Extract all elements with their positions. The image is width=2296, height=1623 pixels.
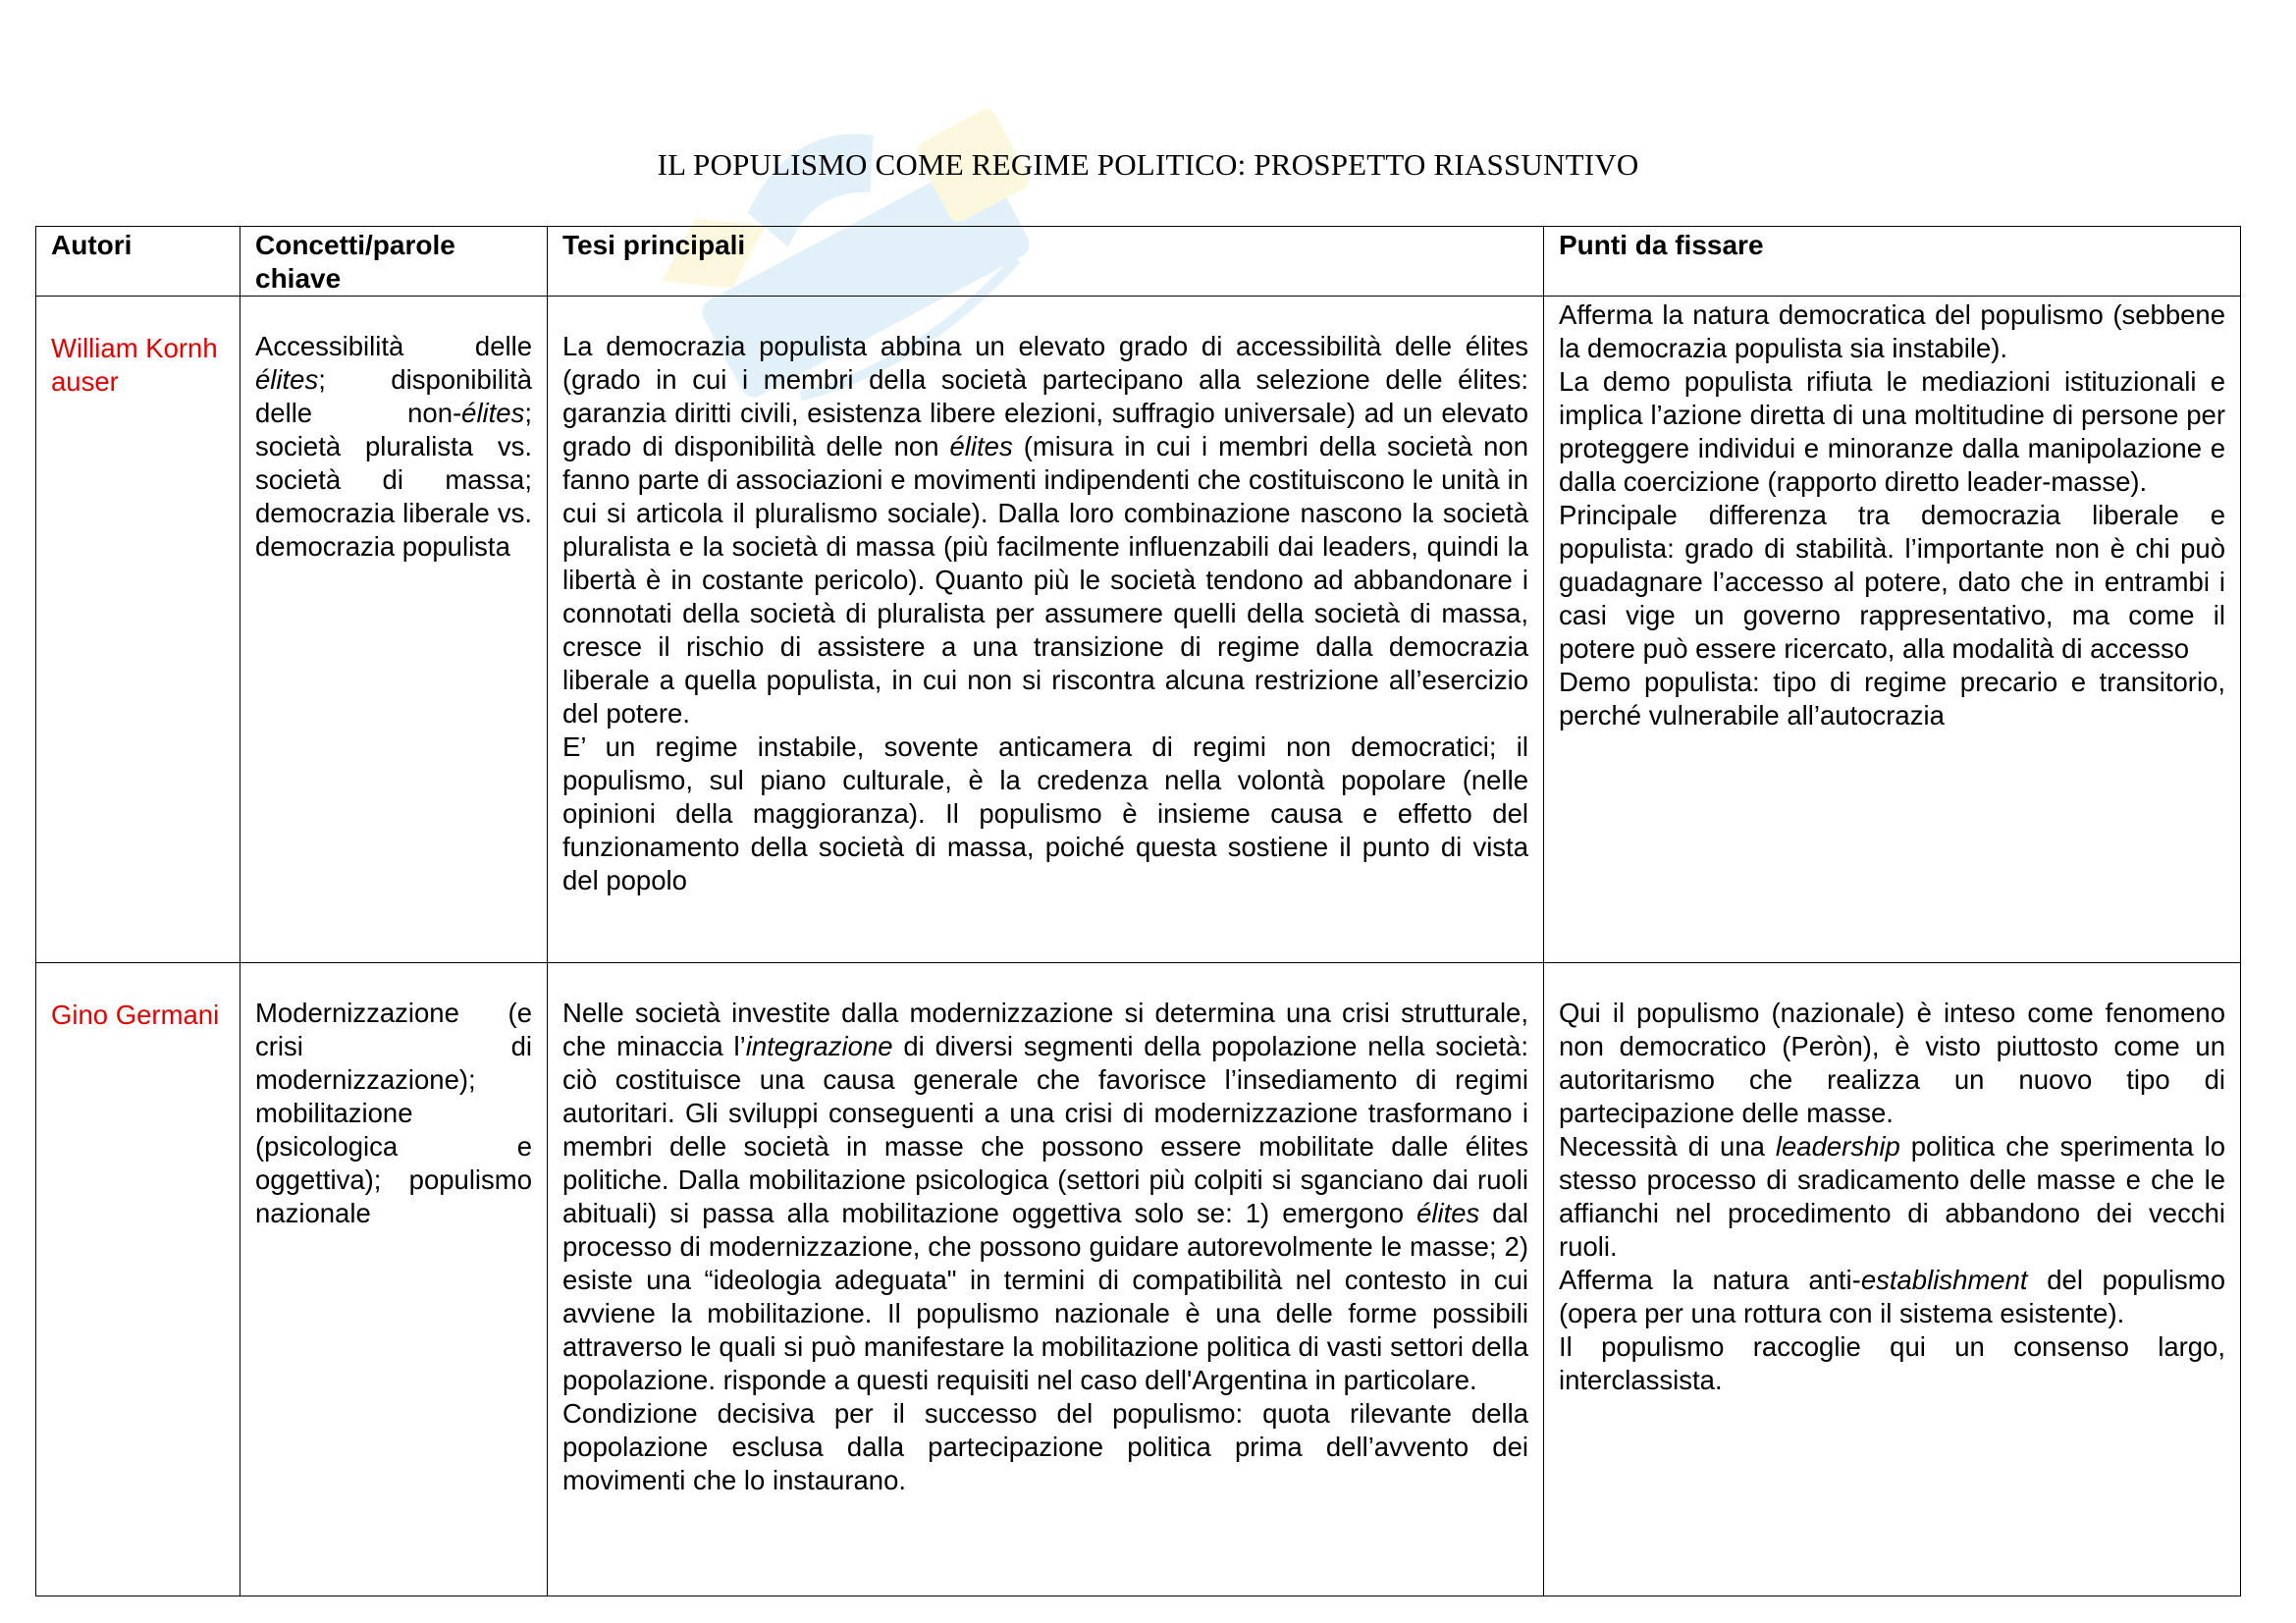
header-keywords: Concetti/parole chiave [240,227,548,297]
header-thesis: Tesi principali [548,227,1544,297]
summary-table [35,226,2241,1596]
header-authors: Autori [36,227,240,297]
page-title: IL POPULISMO COME REGIME POLITICO: PROSPETTO RIASSUNTIVO [657,147,1639,182]
thesis-cell: Nelle società investite dalla modernizzazione si determina una crisi strutturale, che minaccia l’integrazione di diversi segmenti della popolazione nella società: ciò costituisce una causa generale che favorisce l’insediamento di regimi autoritari. Gli sviluppi conseguenti a una crisi di modernizzazione trasformano i membri delle società in masse che possono essere mobilitate dalle élites politiche. Dalla mobilitazione psicologica (settori più colpiti si sganciano dai ruoli abituali) si passa alla mobilitazione oggettiva solo se: 1) emergono élites dal processo di modernizzazione, che possono guidare autorevolmente le masse; 2) esiste una “ideologia adeguata" in termini di compatibilità nel contesto in cui avviene la mobilitazione. Il populismo nazionale è una delle forme possibili attraverso le quali si può manifestare la mobilitazione politica di vasti settori della popolazione. risponde a questi requisiti nel caso dell'Argentina in particolare. Condizione decisiva per il successo del populismo: quota rilevante della popolazione esclusa dalla partecipazione politica prima dell’avvento dei movimenti che lo instaurano. [548,963,1544,1596]
author-name: William Kornhauser [36,297,240,963]
author-name: Gino Germani [36,963,240,1596]
points-cell: Afferma la natura democratica del populismo (sebbene la democrazia populista sia instabile). La demo populista rifiuta le mediazioni istituzionali e implica l’azione diretta di una moltitudine di persone per proteggere individui e minoranze dalla manipolazione e dalla coercizione (rapporto diretto leader-masse). Principale differenza tra democrazia liberale e populista: grado di stabilità. l’importante non è chi può guadagnare l’accesso al potere, dato che in entrambi i casi vige un governo rappresentativo, ma come il potere può essere ricercato, alla modalità di accesso Demo populista: tipo di regime precario e transitorio, perché vulnerabile all’autocrazia [1544,297,2241,963]
table-header-row [36,227,2241,297]
table-row [36,963,2241,1596]
table-row [36,297,2241,963]
thesis-cell: La democrazia populista abbina un elevato grado di accessibilità delle élites (grado in cui i membri della società partecipano alla selezione delle élites: garanzia diritti civili, esistenza libere elezioni, suffragio universale) ad un elevato grado di disponibilità delle non élites (misura in cui i membri della società non fanno parte di associazioni e movimenti indipendenti che costituiscono le unità in cui si articola il pluralismo sociale). Dalla loro combinazione nascono la società pluralista e la società di massa (più facilmente influenzabili dai leaders, quindi la libertà è in costante pericolo). Quanto più le società tendono ad abbandonare i connotati della società di pluralista per assumere quelli della società di massa, cresce il rischio di assistere a una transizione di regime dalla democrazia liberale a quella populista, in cui non si riscontra alcuna restrizione all’esercizio del potere. E’ un regime instabile, sovente anticamera di regimi non democratici; il populismo, sul piano culturale, è la credenza nella volontà popolare (nelle opinioni della maggioranza). Il populismo è insieme causa e effetto del funzionamento della società di massa, poiché questa sostiene il punto di vista del popolo [548,297,1544,963]
keywords-cell: Modernizzazione (e crisi di modernizzazione); mobilitazione (psicologica e oggettiva); populismo nazionale [240,963,548,1596]
keywords-cell: Accessibilità delle élites; disponibilità delle non-élites; società pluralista vs. società di massa; democrazia liberale vs. democrazia populista [240,297,548,963]
header-points: Punti da fissare [1544,227,2241,297]
points-cell: Qui il populismo (nazionale) è inteso come fenomeno non democratico (Peròn), è visto piuttosto come un autoritarismo che realizza un nuovo tipo di partecipazione delle masse. Necessità di una leadership politica che sperimenta lo stesso processo di sradicamento delle masse e che le affianchi nel procedimento di abbandono dei vecchi ruoli. Afferma la natura anti-establishment del populismo (opera per una rottura con il sistema esistente). Il populismo raccoglie qui un consenso largo, interclassista. [1544,963,2241,1596]
